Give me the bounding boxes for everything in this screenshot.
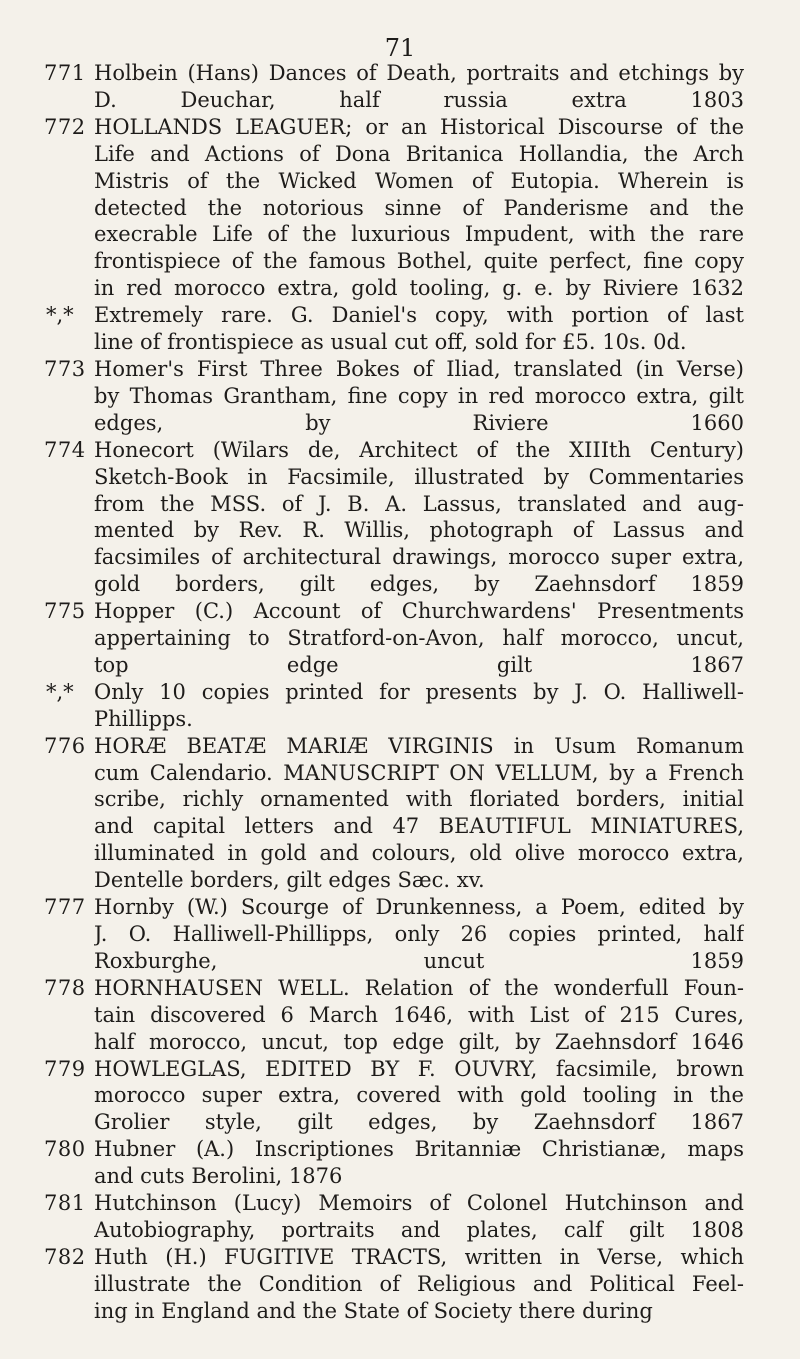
entry-line: and cuts Berolini, 1876 — [94, 1164, 343, 1189]
entry-line: and capital letters and 47 BEAUTIFUL MINIATURES, — [94, 814, 744, 839]
entry-line: ing in England and the State of Society there during — [94, 1298, 653, 1323]
catalogue-note — [44, 302, 744, 356]
entry-description — [94, 1136, 744, 1190]
entry-line: in red morocco extra, gold tooling, g. e. by Riviere 1632 — [94, 276, 744, 301]
entry-line: facsimiles of architectural drawings, morocco super extra, — [94, 545, 744, 570]
entry-description — [94, 356, 744, 437]
catalogue-entry — [44, 975, 744, 1056]
entry-line: D. Deuchar, half russia extra 1803 — [94, 87, 744, 112]
entry-line: top edge gilt 1867 — [94, 652, 744, 677]
entry-line: Only 10 copies printed for presents by J. O. Halliwell- — [94, 679, 744, 704]
entry-line: by Thomas Grantham, fine copy in red morocco extra, gilt — [94, 383, 744, 408]
catalogue-entry — [44, 598, 744, 679]
entry-line: appertaining to Stratford-on-Avon, half morocco, uncut, — [94, 626, 744, 651]
entry-line: Autobiography, portraits and plates, calf gilt 1808 — [94, 1217, 744, 1242]
entry-line: Grolier style, gilt edges, by Zaehnsdorf 1867 — [94, 1110, 744, 1135]
lot-number: 781 — [44, 1191, 86, 1216]
lot-number: 782 — [44, 1244, 86, 1269]
catalogue-entry — [44, 1136, 744, 1190]
entry-line: detected the notorious sinne of Panderisme and the — [94, 195, 744, 220]
entry-line: Phillipps. — [94, 706, 193, 731]
entry-description — [94, 975, 744, 1056]
entry-line: Sketch-Book in Facsimile, illustrated by Commentaries — [94, 464, 744, 489]
lot-number: 774 — [44, 437, 86, 462]
entry-line: frontispiece of the famous Bothel, quite perfect, fine copy — [94, 249, 744, 274]
entry-line: Hopper (C.) Account of Churchwardens' Presentments — [94, 599, 744, 624]
entry-line: Honecort (Wilars de, Architect of the XIIIth Century) — [94, 437, 744, 462]
entry-description — [94, 894, 744, 975]
catalogue-entry — [44, 733, 744, 894]
entry-description — [94, 1244, 744, 1325]
entry-line: half morocco, uncut, top edge gilt, by Zaehnsdorf 1646 — [94, 1029, 744, 1054]
entry-line: from the MSS. of J. B. A. Lassus, translated and aug- — [94, 491, 744, 516]
entry-description — [94, 733, 744, 894]
entry-description — [94, 437, 744, 598]
entry-line: Hubner (A.) Inscriptiones Britanniæ Christianæ, maps — [94, 1137, 744, 1162]
lot-number: 775 — [44, 599, 86, 624]
entry-description — [94, 114, 744, 302]
note-marker: *,* — [46, 679, 74, 704]
entry-line: Hutchinson (Lucy) Memoirs of Colonel Hutchinson and — [94, 1191, 744, 1216]
catalogue-entry — [44, 356, 744, 437]
entry-line: HORNHAUSEN WELL. Relation of the wonderfull Foun- — [94, 975, 744, 1000]
lot-number: 773 — [44, 356, 86, 381]
catalogue-entry — [44, 114, 744, 302]
lot-number: 772 — [44, 114, 86, 139]
entry-line: HOWLEGLAS, EDITED BY F. OUVRY, facsimile, brown — [94, 1056, 744, 1081]
entry-description — [94, 60, 744, 114]
catalogue-note — [44, 679, 744, 733]
entry-description — [94, 1190, 744, 1244]
page-number: 71 — [384, 34, 416, 62]
entry-description — [94, 598, 744, 679]
entry-line: Hornby (W.) Scourge of Drunkenness, a Poem, edited by — [94, 895, 744, 920]
lot-number: 777 — [44, 895, 86, 920]
entry-line: edges, by Riviere 1660 — [94, 410, 744, 435]
entry-line: HORÆ BEATÆ MARIÆ VIRGINIS in Usum Romanum — [94, 733, 744, 758]
entry-line: scribe, richly ornamented with floriated borders, initial — [94, 787, 744, 812]
entry-line: HOLLANDS LEAGUER; or an Historical Discourse of the — [94, 114, 744, 139]
lot-number: 779 — [44, 1056, 86, 1081]
lot-number: 776 — [44, 733, 86, 758]
entry-line: mented by Rev. R. Willis, photograph of Lassus and — [94, 518, 744, 543]
catalogue-entry — [44, 60, 744, 114]
entry-line: gold borders, gilt edges, by Zaehnsdorf 1859 — [94, 572, 744, 597]
catalogue-listing — [44, 60, 744, 1325]
entry-description — [94, 302, 744, 356]
entry-line: Mistris of the Wicked Women of Eutopia. Wherein is — [94, 168, 744, 193]
entry-line: illuminated in gold and colours, old olive morocco extra, — [94, 841, 744, 866]
catalogue-entry — [44, 437, 744, 598]
entry-line: Homer's First Three Bokes of Iliad, translated (in Verse) — [94, 356, 744, 381]
entry-line: Dentelle borders, gilt edges Sæc. xv. — [94, 868, 485, 893]
entry-line: line of frontispiece as usual cut off, sold for £5. 10s. 0d. — [94, 330, 687, 355]
entry-line: Holbein (Hans) Dances of Death, portraits and etchings by — [94, 61, 744, 85]
catalogue-entry — [44, 1190, 744, 1244]
lot-number: 778 — [44, 975, 86, 1000]
entry-line: cum Calendario. MANUSCRIPT ON VELLUM, by a French — [94, 760, 744, 785]
entry-line: Extremely rare. G. Daniel's copy, with portion of last — [94, 303, 744, 328]
entry-line: execrable Life of the luxurious Impudent, with the rare — [94, 222, 744, 247]
entry-line: tain discovered 6 March 1646, with List of 215 Cures, — [94, 1002, 744, 1027]
note-marker: *,* — [46, 303, 74, 328]
catalogue-entry — [44, 894, 744, 975]
entry-line: J. O. Halliwell-Phillipps, only 26 copies printed, half — [94, 922, 744, 946]
entry-line: illustrate the Condition of Religious and Political Feel- — [94, 1271, 744, 1296]
entry-description — [94, 1056, 744, 1137]
lot-number: 780 — [44, 1137, 86, 1162]
entry-line: Roxburghe, uncut 1859 — [94, 948, 744, 973]
catalogue-entry — [44, 1244, 744, 1325]
entry-line: morocco super extra, covered with gold tooling in the — [94, 1083, 744, 1108]
entry-line: Huth (H.) FUGITIVE TRACTS, written in Verse, which — [94, 1244, 744, 1269]
lot-number: 771 — [44, 61, 86, 85]
catalogue-entry — [44, 1056, 744, 1137]
entry-description — [94, 679, 744, 733]
entry-line: Life and Actions of Dona Britanica Hollandia, the Arch — [94, 141, 744, 166]
